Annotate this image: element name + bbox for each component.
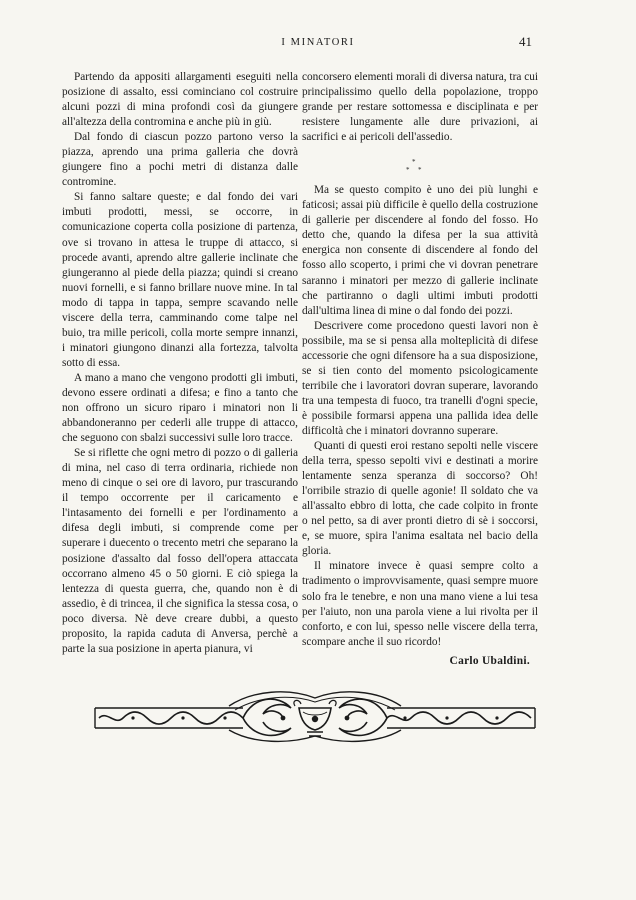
paragraph: Ma se questo compito è uno dei più lunghi e faticosi; assai più difficile è quello della costruzione di gallerie per discendere al fondo del fosso. Ho detto che, quando la difesa per la sua attività energica non consente di discendere al fondo del fosso allo scoperto, i primi che vi dovran penetrare saranno i minatori per mezzo di gallerie inclinate che partiranno o dagli ultimi imbuti prodotti dall'ultima linea di mine o dal fondo dei pozzi. [302,184,538,317]
paragraph: Partendo da appositi allargamenti eseguiti nella posizione di assalto, essi cominciano col costruire alcuni pozzi di mina profondi così da giungere all'altezza della contromina e anche più in giù. [62,71,298,129]
asterism-star: * [412,158,416,167]
asterism-divider [302,149,538,179]
paragraph: Se si riflette che ogni metro di pozzo o di galleria di mina, nel caso di terra ordinaria, richiede non meno di cinque o sei ore di lavoro, pur trascurando il tempo occorrente per il caricamento e l'intasamento dei fornelli e per l'ordinamento a difesa degli imbuti, si comprende come per superare i duecento o trecento metri che separano la posizione d'assalto dal fosso dell'opera attaccata occorrano almeno 45 o 50 giorni. E ciò spiega la lentezza di questa guerra, che, quando non è di assedio, è di trincea, il che significa la stessa cosa, o poco diversa. Nè deve creare dubbi, a questo proposito, la rapida caduta di Anversa, perchè a parte la sua posizione in aperta pianura, vi [62,447,298,655]
running-title: I MINATORI [281,37,355,48]
paragraph: Dal fondo di ciascun pozzo partono verso la piazza, aprendo una prima galleria che dovrà giungere fino a pochi metri di distanza dalle contromine. [62,131,298,189]
right-column [302,70,538,669]
paragraph: Descrivere come procedono questi lavori non è possibile, ma se si pensa alla molteplicità di difese accessorie che ogni difensore ha a sua disposizione, se si tien conto del momento psicologicamente terribile che i lavoratori dovran superare, lavorando tra una tempesta di fuoco, tra tranelli d'ogni specie, è possibile formarsi appena una pallida idea delle difficoltà che i minatori dovranno superare. [302,319,538,437]
paragraph: Il minatore invece è quasi sempre colto a tradimento o improvvisamente, quasi sempre muore solo fra le tenebre, e non una mano viene a lui tesa per l'aiuto, non una parola viene a lui rivolta per il conforto, e con lui, spesso nelle viscere della terra, scompare anche il suo ricordo! [302,560,538,648]
ornamental-tailpiece [93,686,537,746]
author-signature: Carlo Ubaldini. [449,654,530,667]
asterism-star: * [418,166,422,175]
running-head [0,34,636,53]
paragraph: A mano a mano che vengono prodotti gli imbuti, devono essere ordinati a difesa; e fino a tanto che non offrono un sicuro riparo i minatori non li abbandoneranno per cederli alle truppe di attacco, che seguono con sbalzi successivi sulle loro tracce. [62,371,298,445]
paragraph: Si fanno saltare queste; e dal fondo dei vari imbuti prodotti, messi, se occorre, in comunicazione coperta colla posizione di partenza, ove si trovano in attesa le truppe di attacco, si procede avanti, aprendo altre gallerie inclinate che giungeranno al piede della piazza; quindi si creano nuovi fornelli, e si fanno brillare nuove mine. In tal modo di tappa in tappa, sempre scavando nelle viscere della terra, camminando come talpe nel buio, tra mille pericoli, colla morte sempre innanzi, i minatori giungono dinanzi alla fortezza, talvolta sotto di essa. [62,191,298,369]
page-number: 41 [519,34,532,49]
paragraph-continuation: concorsero elementi morali di diversa natura, tra cui principalissimo quello della popolazione, troppo grande per restare sottomessa e disciplinata e per resistere lungamente alle dure privazioni, ai sacrifici e ai pericoli dell'assedio. [302,71,538,144]
left-column [62,70,298,657]
paragraph: Quanti di questi eroi restano sepolti nelle viscere della terra, spesso sepolti vivi e destinati a morire lentamente senza speranza di soccorso? Oh! l'orribile strazio di quelle agonie! Il soldato che va all'assalto ebbro di lotta, che cade colpito in fronte o nel petto, sa di aver pronti dietro di sè i soccorsi, e, se muore, spira l'anima esaltata nel bacio della gloria. [302,440,538,558]
asterism-star: * [406,166,410,175]
